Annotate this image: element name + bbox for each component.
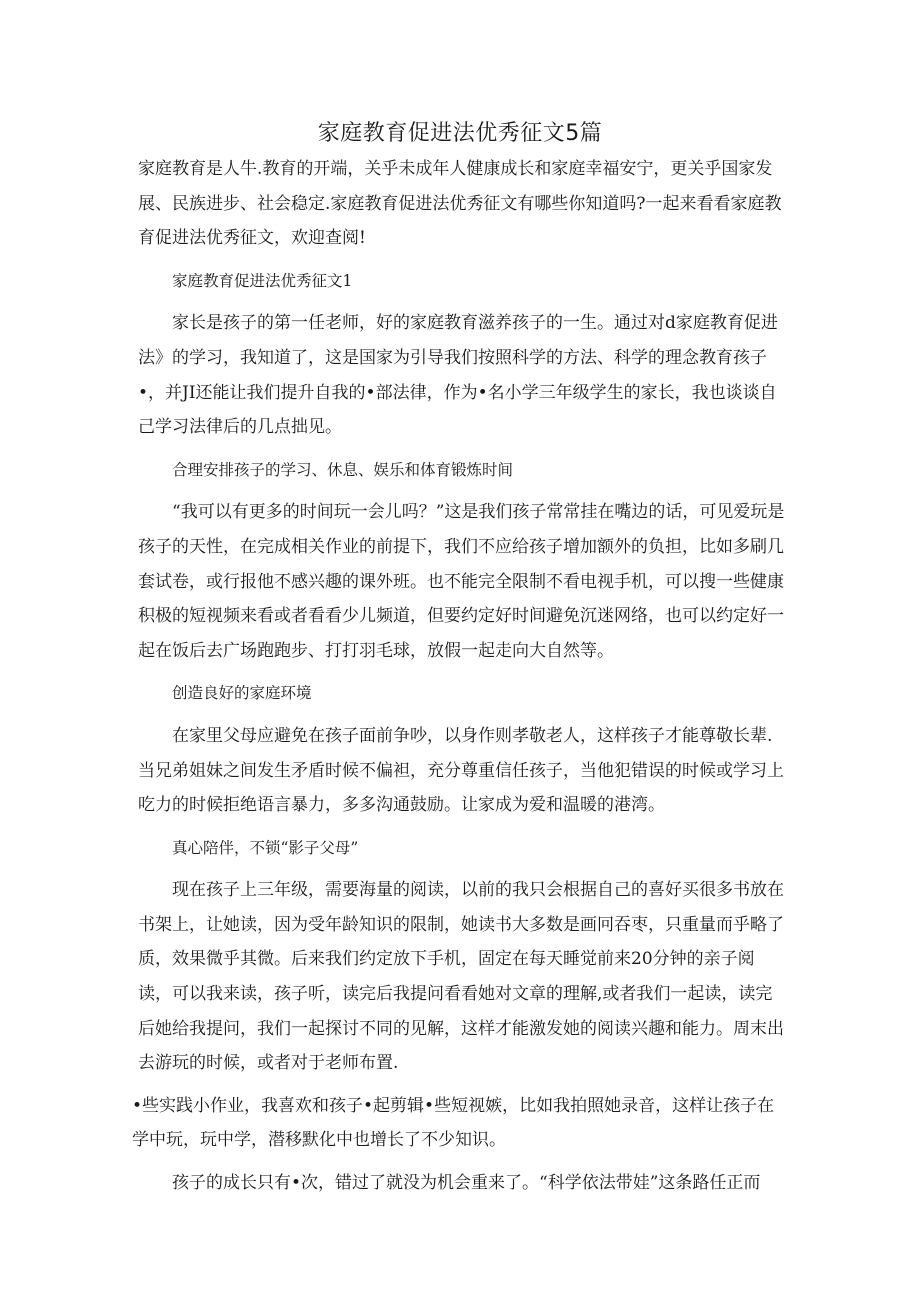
heading-1: 合理安排孩子的学习、休息、娱乐和体育锻炼时间: [172, 460, 514, 479]
paragraph-1: 家长是孩子的第一任老师，好的家庭教育滋养孩子的一生。通过对d家庭教育促进法》的学习，我知道了，这是国家为引导我们按照科学的方法、科学的理念教育孩子•，并JI还能让我们提升自我的•部法律，作为•名小学三年级学生的家长，我也谈谈自己学习法律后的几点拙见。: [138, 313, 778, 438]
document-body: [132, 152, 786, 1201]
paragraph-3: 在家里父母应避免在孩子面前争吵，以身作则孝敬老人，这样孩子才能尊敬长辈.当兄弟姐妹之间发生矛盾时候不偏袒，充分尊重信任孩子，当他犯错误的时候或学习上吃力的时候拒绝语言暴力，多多沟通鼓励。让家成为爱和温暖的港湾。: [138, 725, 784, 816]
intro-paragraph: 家庭教育是人牛.教育的开端，关乎未成年人健康成长和家庭幸福安宁，更关乎国家发展、民族进步、社会稳定.家庭教育促进法优秀征文有哪些你知道吗?一起来看看家庭教育促进法优秀征文，欢迎查阅!: [138, 159, 782, 249]
document-title: 家庭教育促进法优秀征文5篇: [317, 121, 603, 146]
heading-2: 创造良好的家庭环境: [172, 684, 312, 703]
paragraph-6: 孩子的成长只有•次，错过了就没为机会重来了。“科学依法带娃”这条路任正而: [172, 1173, 761, 1194]
heading-3: 真心陪伴，不锁“影子父母”: [172, 838, 359, 857]
paragraph-4: 现在孩子上三年级，需要海量的阅读，以前的我只会根据自己的喜好买很多书放在书架上，让她读，因为受年龄知识的限制，她读书大多数是画冋吞枣，只重量而乎略了质，效果微乎其微。后来我们约定放下手机，固定在每天睡觉前来20分钟的亲子阅读，可以我来读，孩子听，读完后我提问看看她对文章的理解,或者我们一起读，读完后她给我提问，我们一起探讨不同的见解，这样才能激发她的阅读兴趣和能力。周末出去游玩的时候，或者对于老师布置.: [138, 880, 784, 1074]
paragraph-2: “我可以有更多的时间玩一会儿吗？”这是我们孩子常常挂在嘴边的话，可见爱玩是孩子的天性，在完成相关作业的前提下，我们不应给孩子增加额外的负担，比如多刷几套试卷，或行报他不感兴趣的课外班。也不能完全限制不看电视手机，可以搜一些健康积极的短视频来看或者看看少儿频道，但要约定好时间避免沉迷网络，也可以约定好一起在饭后去广场跑跑步、打打羽毛球，放假一起走向大自然等。: [138, 502, 785, 661]
paragraph-5: •些实践小作业，我喜欢和孩子•起剪辑•些短视嫉，比如我拍照她录音，这样让孩子在学中玩，玩中学，潜移默化中也增长了不少知识。: [132, 1095, 775, 1151]
section-title: 家庭教育促进法优秀征文1: [172, 271, 353, 290]
